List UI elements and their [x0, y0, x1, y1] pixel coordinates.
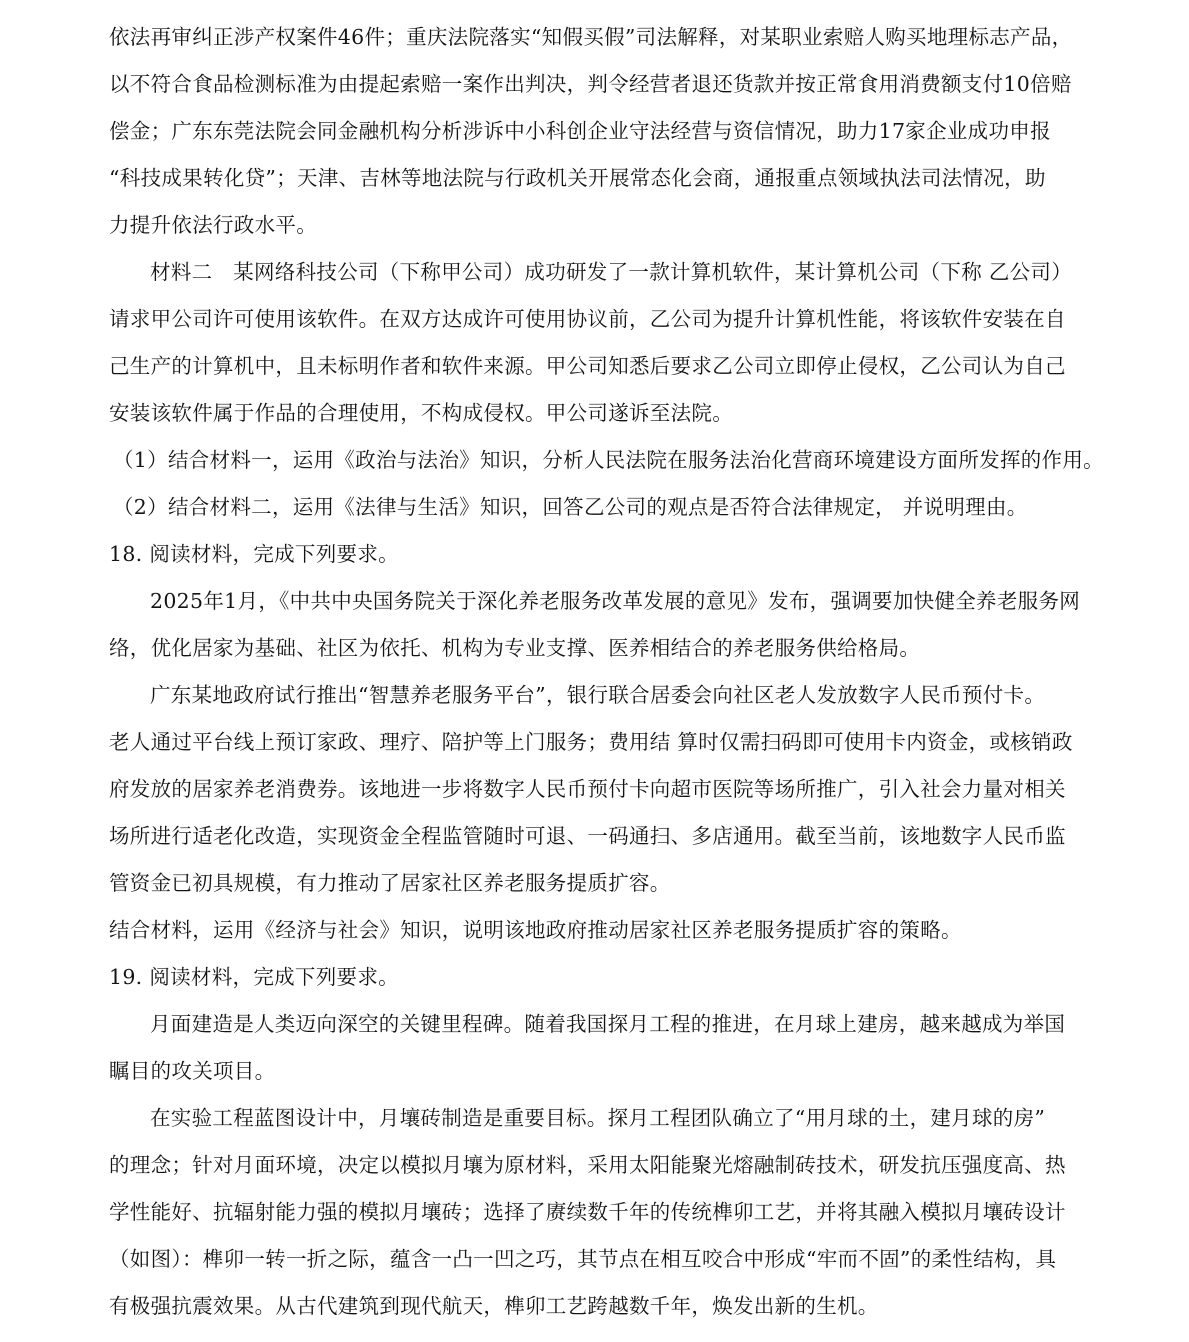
text-line: 月面建造是人类迈向深空的关键里程碑。随着我国探月工程的推进，在月球上建房，越来越成为举国 — [150, 1012, 1066, 1036]
text-line: 学性能好、抗辐射能力强的模拟月壤砖；选择了赓续数千年的传统榫卯工艺，并将其融入模拟月壤砖设计 — [109, 1200, 1066, 1224]
text-line: 依法再审纠正涉产权案件46件；重庆法院落实“知假买假”司法解释，对某职业索赔人购买地理标志产品， — [109, 25, 1073, 49]
text-line: 府发放的居家养老消费券。该地进一步将数字人民币预付卡向超市医院等场所推广，引入社会力量对相关 — [109, 777, 1066, 801]
text-line: 广东某地政府试行推出“智慧养老服务平台”，银行联合居委会向社区老人发放数字人民币预付卡。 — [150, 683, 1046, 707]
text-line: “科技成果转化贷”；天津、吉林等地法院与行政机关开展常态化会商，通报重点领域执法司法情况，助 — [109, 166, 1046, 190]
text-line: 管资金已初具规模，有力推动了居家社区养老服务提质扩容。 — [109, 871, 671, 895]
text-line: 己生产的计算机中，且未标明作者和软件来源。甲公司知悉后要求乙公司立即停止侵权，乙公司认为自己 — [109, 354, 1066, 378]
text-line: 场所进行适老化改造，实现资金全程监管随时可退、一码通扫、多店通用。截至当前，该地数字人民币监 — [109, 824, 1066, 848]
text-line: 2025年1月，《中共中央国务院关于深化养老服务改革发展的意见》发布，强调要加快健全养老服务网 — [150, 589, 1081, 613]
question-18-heading: 18. 阅读材料，完成下列要求。 — [109, 542, 399, 566]
text-line: （如图）：榫卯一转一折之际，蕴含一凸一凹之巧，其节点在相互咬合中形成“牢而不固”的柔性结构，具 — [109, 1247, 1057, 1271]
text-line: 瞩目的攻关项目。 — [109, 1059, 276, 1083]
question-18-prompt: 结合材料，运用《经济与社会》知识，说明该地政府推动居家社区养老服务提质扩容的策略。 — [109, 918, 962, 942]
text-line: 络，优化居家为基础、社区为依托、机构为专业支撑、医养相结合的养老服务供给格局。 — [109, 636, 921, 660]
text-line: 偿金；广东东莞法院会同金融机构分析涉诉中小科创企业守法经营与资信情况，助力17家企业成功申报 — [109, 119, 1051, 143]
question-1: （1）结合材料一，运用《政治与法治》知识，分析人民法院在服务法治化营商环境建设方面所发挥的作用。 — [113, 448, 1104, 472]
text-line: 以不符合食品检测标准为由提起索赔一案作出判决，判令经营者退还货款并按正常食用消费额支付10倍赔 — [109, 72, 1072, 96]
material-two-heading-line: 材料二 某网络科技公司（下称甲公司）成功研发了一款计算机软件，某计算机公司（下称 乙公司） — [150, 260, 1073, 284]
text-line: 安装该软件属于作品的合理使用，不构成侵权。甲公司遂诉至法院。 — [109, 401, 733, 425]
text-line: 力提升依法行政水平。 — [109, 213, 317, 237]
text-line: 在实验工程蓝图设计中，月壤砖制造是重要目标。探月工程团队确立了“用月球的土，建月球的房” — [150, 1106, 1046, 1130]
text-line: 有极强抗震效果。从古代建筑到现代航天，榫卯工艺跨越数千年，焕发出新的生机。 — [109, 1294, 879, 1318]
question-2: （2）结合材料二，运用《法律与生活》知识，回答乙公司的观点是否符合法律规定， 并说明理由。 — [113, 495, 1028, 519]
text-line: 的理念；针对月面环境，决定以模拟月壤为原材料，采用太阳能聚光熔融制砖技术，研发抗压强度高、热 — [109, 1153, 1066, 1177]
text-line: 请求甲公司许可使用该软件。在双方达成许可使用协议前，乙公司为提升计算机性能，将该软件安装在自 — [109, 307, 1066, 331]
text-line: 老人通过平台线上预订家政、理疗、陪护等上门服务；费用结 算时仅需扫码即可使用卡内资金，或核销政 — [109, 730, 1073, 754]
question-19-heading: 19. 阅读材料，完成下列要求。 — [109, 965, 399, 989]
